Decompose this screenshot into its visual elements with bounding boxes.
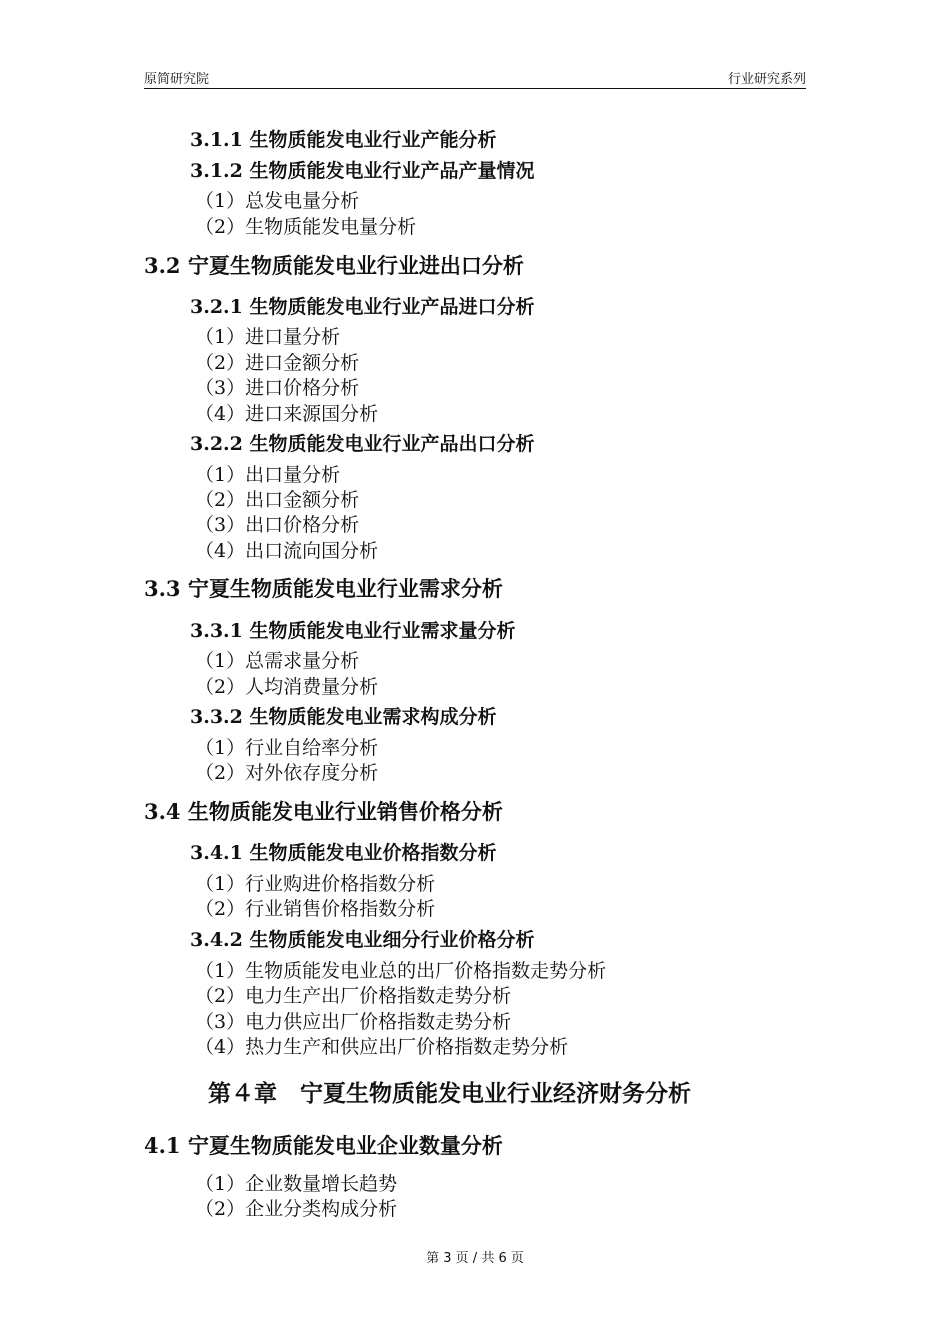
toc-heading-3-4-2: 3.4.2 生物质能发电业细分行业价格分析: [190, 929, 535, 951]
toc-heading-3-2-1: 3.2.1 生物质能发电业行业产品进口分析: [190, 296, 535, 318]
toc-item: （2）进口金额分析: [195, 352, 360, 374]
toc-heading-3-4: 3.4 生物质能发电业行业销售价格分析: [144, 799, 503, 824]
toc-item: （2）生物质能发电量分析: [195, 216, 417, 238]
toc-heading-3-3-1: 3.3.1 生物质能发电业行业需求量分析: [190, 620, 516, 642]
toc-heading-3-1-2: 3.1.2 生物质能发电业行业产品产量情况: [190, 160, 535, 182]
toc-item: （3）出口价格分析: [195, 514, 360, 536]
toc-item: （2）出口金额分析: [195, 489, 360, 511]
toc-item: （4）出口流向国分析: [195, 540, 379, 562]
header-rule: [144, 88, 806, 89]
toc-item: （2）人均消费量分析: [195, 676, 379, 698]
toc-heading-3-3: 3.3 宁夏生物质能发电业行业需求分析: [144, 576, 503, 601]
toc-item: （2）对外依存度分析: [195, 762, 379, 784]
toc-item: （1）生物质能发电业总的出厂价格指数走势分析: [195, 960, 607, 982]
toc-item: （4）热力生产和供应出厂价格指数走势分析: [195, 1036, 569, 1058]
toc-item: （2）行业销售价格指数分析: [195, 898, 436, 920]
toc-item: （3）进口价格分析: [195, 377, 360, 399]
toc-item: （1）进口量分析: [195, 326, 341, 348]
toc-item: （1）行业购进价格指数分析: [195, 873, 436, 895]
toc-item: （1）行业自给率分析: [195, 737, 379, 759]
toc-heading-3-3-2: 3.3.2 生物质能发电业需求构成分析: [190, 706, 497, 728]
toc-heading-4-1: 4.1 宁夏生物质能发电业企业数量分析: [144, 1133, 503, 1158]
chapter-heading-4: 第４章 宁夏生物质能发电业行业经济财务分析: [208, 1080, 691, 1107]
toc-item: （1）出口量分析: [195, 464, 341, 486]
toc-item: （1）总需求量分析: [195, 650, 360, 672]
toc-heading-3-2-2: 3.2.2 生物质能发电业行业产品出口分析: [190, 433, 535, 455]
toc-item: （4）进口来源国分析: [195, 403, 379, 425]
header-right-series: 行业研究系列: [727, 72, 806, 87]
toc-item: （3）电力供应出厂价格指数走势分析: [195, 1011, 512, 1033]
header-left-org: 原简研究院: [144, 72, 210, 87]
toc-item: （1）企业数量增长趋势: [195, 1173, 398, 1195]
toc-item: （1）总发电量分析: [195, 190, 360, 212]
toc-item: （2）电力生产出厂价格指数走势分析: [195, 985, 512, 1007]
toc-heading-3-4-1: 3.4.1 生物质能发电业价格指数分析: [190, 842, 497, 864]
toc-heading-3-1-1: 3.1.1 生物质能发电业行业产能分析: [190, 129, 497, 151]
page-number-footer: 第 3 页 / 共 6 页: [426, 1251, 524, 1266]
toc-item: （2）企业分类构成分析: [195, 1198, 398, 1220]
toc-heading-3-2: 3.2 宁夏生物质能发电业行业进出口分析: [144, 253, 524, 278]
